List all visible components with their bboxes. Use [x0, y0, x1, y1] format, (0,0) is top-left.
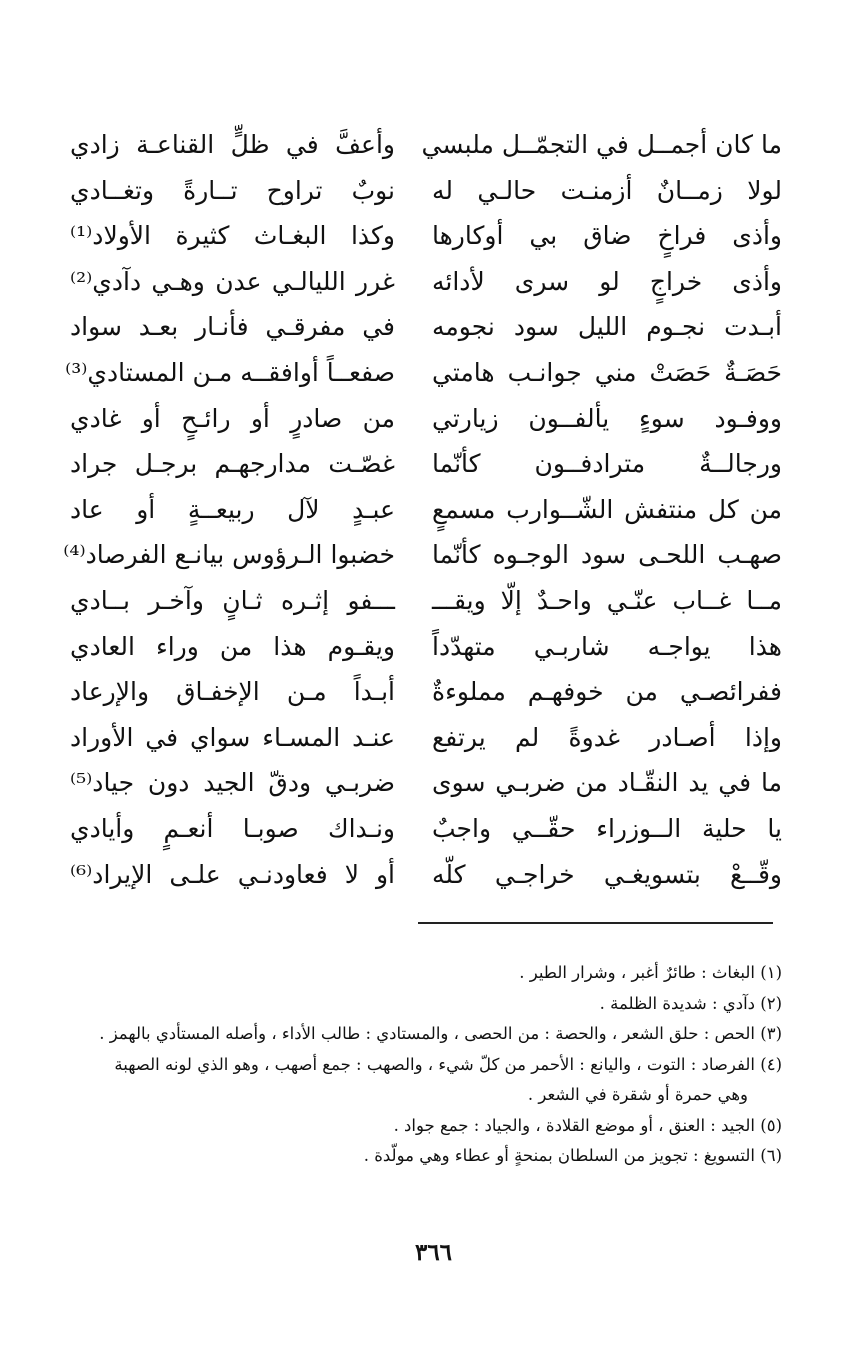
verse-line	[63, 532, 782, 578]
verse-second-hemistich: عبـدٍ لآل ربيعــةٍ أو عاد	[70, 494, 395, 524]
verse-first-hemistich: حَصَـةٌ حَصَتْ مني جوانـب هامتي	[432, 357, 782, 387]
verse-first-hemistich: ما كان أجمــل في التجمّــل ملبسي	[421, 130, 782, 159]
verse-second-hemistich: ويقـوم هذا من وراء العادي	[70, 631, 395, 661]
footnote: (٢) دآدي : شديدة الظلمة .	[599, 993, 782, 1013]
footnote-divider	[418, 922, 773, 924]
footnotes	[60, 958, 782, 1172]
verse-line	[70, 304, 782, 350]
verse-first-hemistich: ووفـود سوءٍ يألفــون زيارتي	[432, 403, 782, 433]
verse-first-hemistich: وقّــعْ بتسويغـي خراجـي كلّه	[432, 859, 782, 889]
verse-second-hemistich: ضربـي ودقّ الجيد دون جياد⁽⁵⁾	[70, 768, 395, 798]
verse-second-hemistich: غصّـت مدارجهـم برجـل جراد	[70, 449, 395, 479]
verse-line	[70, 441, 782, 487]
verse-first-hemistich: وإذا أصـادر غدوةً لم يرتفع	[432, 722, 782, 752]
verse-second-hemistich: أو لا فعاودنـي علـى الإيراد⁽⁶⁾	[70, 859, 395, 889]
verse-first-hemistich: وأذى خراجٍ لو سرى لأدائه	[432, 266, 782, 296]
verse-line	[70, 624, 782, 670]
verse-line	[65, 350, 782, 396]
verse-line	[70, 669, 782, 715]
verse-first-hemistich: ففرائصـي من خوفهـم مملوءةٌ	[432, 677, 782, 707]
verse-second-hemistich: في مفرقـي فأنـار بعـد سواد	[70, 312, 395, 342]
verse-first-hemistich: صهـب اللحـى سود الوجـوه كأنّما	[432, 540, 782, 570]
verse-first-hemistich: لولا زمــانٌ أزمنـت حالـي له	[432, 175, 782, 205]
verse-first-hemistich: يا حلية الــوزراء حقّــي واجبٌ	[432, 813, 782, 843]
verse-line	[70, 396, 782, 442]
poem	[63, 122, 782, 897]
verse-second-hemistich: نوبٌ تراوح تــارةً وتغــادي	[70, 175, 395, 205]
verse-second-hemistich: ـــفو إثـره ثـانٍ وآخـر بــادي	[70, 585, 395, 615]
verse-second-hemistich: ونـداك صوبـا أنعـمٍ وأيادي	[70, 813, 395, 843]
verse-second-hemistich: من صادرٍ أو رائـحٍ أو غادي	[70, 403, 395, 433]
verse-first-hemistich: وأذى فراخٍ ضاق بي أوكارها	[432, 221, 782, 251]
footnote: (١) البغاث : طائرٌ أغبر ، وشرار الطير .	[519, 963, 782, 982]
footnote: (٣) الحص : حلق الشعر ، والحصة : من الحصى ، والمستادي : طالب الأداء ، وأصله المستأدي بالهمز .	[99, 1024, 782, 1043]
verse-line	[70, 715, 782, 761]
footnote: (٥) الجيد : العنق ، أو موضع القلادة ، والجياد : جمع جواد .	[393, 1115, 782, 1135]
verse-first-hemistich: من كل منتفش الشّــوارب مسمعٍ	[432, 494, 782, 524]
page-number: ٣٦٦	[414, 1239, 453, 1266]
verse-first-hemistich: ما في يد النقّـاد من ضربـي سوى	[432, 768, 782, 798]
verse-second-hemistich: عنـد المسـاء سواي في الأوراد	[70, 722, 395, 752]
verse-line	[70, 578, 782, 624]
verse-second-hemistich: أبـداً مـن الإخفـاق والإرعاد	[70, 677, 395, 707]
verse-first-hemistich: أبـدت نجـوم الليل سود نجومه	[432, 312, 782, 342]
verse-line	[70, 168, 782, 214]
verse-second-hemistich: غرر الليالـي عدن وهـي دآدي⁽²⁾	[70, 266, 395, 296]
footnote-continuation: وهي حمرة أو شقرة في الشعر .	[527, 1085, 748, 1104]
verse-second-hemistich: وأعفَّ في ظلٍّ القناعـة زادي	[70, 130, 395, 159]
verse-second-hemistich: خضبوا الـرؤوس بيانـع الفرصاد⁽⁴⁾	[63, 540, 395, 570]
verse-line	[70, 760, 782, 806]
verse-line	[70, 122, 782, 168]
verse-line	[70, 852, 782, 898]
verse-second-hemistich: صفعــاً أوافقــه مـن المستادي⁽³⁾	[65, 357, 395, 387]
verse-second-hemistich: وكذا البغـاث كثيرة الأولاد⁽¹⁾	[70, 221, 395, 251]
verse-first-hemistich: مــا غــاب عنّـي واحـدٌ إلّا ويقـــ	[432, 585, 782, 615]
footnote: (٦) التسويغ : تجويز من السلطان بمنحةٍ أو عطاء وهي مولّدة .	[363, 1146, 782, 1165]
footnote: (٤) الفرصاد : التوت ، واليانع : الأحمر من كلّ شيء ، والصهب : جمع أصهب ، وهو الذي لونه الصهبة	[114, 1054, 782, 1074]
verse-line	[70, 259, 782, 305]
verse-first-hemistich: ورجالــةٌ مترادفــون كأنّما	[432, 449, 782, 479]
verse-line	[70, 487, 782, 533]
verse-line	[70, 806, 782, 852]
verse-first-hemistich: هذا يواجـه شاربـي متهدّداً	[432, 631, 782, 661]
verse-line	[70, 213, 782, 259]
